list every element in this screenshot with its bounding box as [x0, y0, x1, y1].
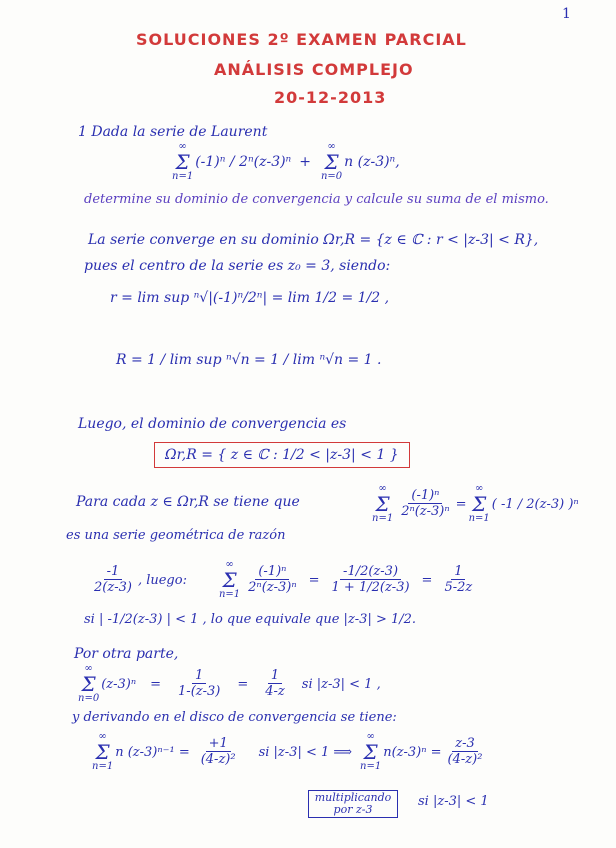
geometric-sum-row: $\frac{-1}{2(z-3)}$ , luego: ∞ Σ n=1 $\frac{\text{(-1)ⁿ}}{\text{2ⁿ(z-3)ⁿ}}$ = $\frac{-1/2(z-3)}{1 + 1/2(z-3)}$ = $\frac{1}{5-2z}$ — [94, 559, 473, 600]
final-condition: si |z-3| < 1 — [418, 794, 489, 809]
convergence-domain-box: Ωr,R = { z ∈ ℂ : 1/2 < |z-3| < 1 } — [154, 442, 410, 468]
page-number: 1 — [562, 6, 571, 22]
series-a-term: (-1)ⁿ / 2ⁿ(z-3)ⁿ — [195, 154, 292, 170]
derivative-condition: si |z-3| < 1 ⟹ — [258, 744, 353, 760]
laurent-series: ∞ Σ n=1 (-1)ⁿ / 2ⁿ(z-3)ⁿ + ∞ Σ n=0 n (z-3)ⁿ, — [172, 141, 400, 182]
sum-symbol: ∞ Σ n=0 — [78, 663, 100, 704]
derivative-row: ∞ Σ n=1 n (z-3)ⁿ⁻¹ = $\frac{+1}{\text{(4-z)²}}$ si |z-3| < 1 ⟹ ∞ Σ n=1 n(z-3)ⁿ = $\frac{z-3}{\text{(4-z)²}}$ — [92, 731, 483, 772]
por-otra-parte: Por otra parte, — [74, 646, 179, 662]
sum-symbol: ∞ Σ n=1 — [92, 731, 114, 772]
geometric-rewrite: ∞ Σ n=1 $\frac{\text{(-1)ⁿ}}{\text{2ⁿ(z-3)ⁿ}}$ = ∞ Σ n=1 ( -1 / 2(z-3) )ⁿ — [372, 483, 579, 524]
geometric-condition: si | -1/2(z-3) | < 1 , lo que equivale que |z-3| > 1/2. — [84, 612, 417, 627]
problem-label: 1 Dada la serie de Laurent — [78, 124, 268, 140]
r-formula: r = lim sup ⁿ√|(-1)ⁿ/2ⁿ| = lim 1/2 = 1/2 , — [110, 290, 390, 306]
problem-statement: determine su dominio de convergencia y calcule su suma de el mismo. — [84, 192, 549, 207]
luego-line: Luego, el dominio de convergencia es — [78, 416, 347, 432]
header-subtitle: ANÁLISIS COMPLEJO — [214, 60, 414, 79]
luego-tail: , luego: — [137, 572, 187, 588]
series-b-term: n (z-3)ⁿ, — [344, 154, 400, 170]
geometric-sum-2: ∞ Σ n=0 (z-3)ⁿ = $\frac{1}{1-(z-3)}$ = $\frac{1}{4-z}$ si |z-3| < 1 , — [78, 663, 381, 704]
solution-line-1: La serie converge en su dominio Ωr,R = {z ∈ ℂ : r < |z-3| < R}, — [88, 232, 539, 248]
geo2-condition: si |z-3| < 1 , — [301, 676, 381, 692]
para-cada-line: Para cada z ∈ Ωr,R se tiene que — [76, 494, 300, 510]
header-date: 20-12-2013 — [274, 88, 387, 107]
sum-symbol: ∞ Σ n=0 — [320, 141, 343, 182]
derivando-line: y derivando en el disco de convergencia se tiene: — [72, 710, 397, 725]
multiplicando-note: multiplicando por z-3 — [308, 790, 398, 818]
sum-symbol: ∞ Σ n=1 — [468, 483, 490, 524]
sum-symbol: ∞ Σ n=1 — [360, 731, 382, 772]
solution-line-2: pues el centro de la serie es z₀ = 3, siendo: — [84, 258, 391, 274]
geometric-ratio-line: es una serie geométrica de razón — [66, 528, 286, 543]
sum-symbol: ∞ Σ n=1 — [372, 483, 394, 524]
R-formula: R = 1 / lim sup ⁿ√n = 1 / lim ⁿ√n = 1 . — [116, 352, 382, 368]
header-title: SOLUCIONES 2º EXAMEN PARCIAL — [136, 30, 467, 49]
sum-symbol: ∞ Σ n=1 — [172, 141, 194, 182]
sum-symbol: ∞ Σ n=1 — [218, 559, 241, 600]
